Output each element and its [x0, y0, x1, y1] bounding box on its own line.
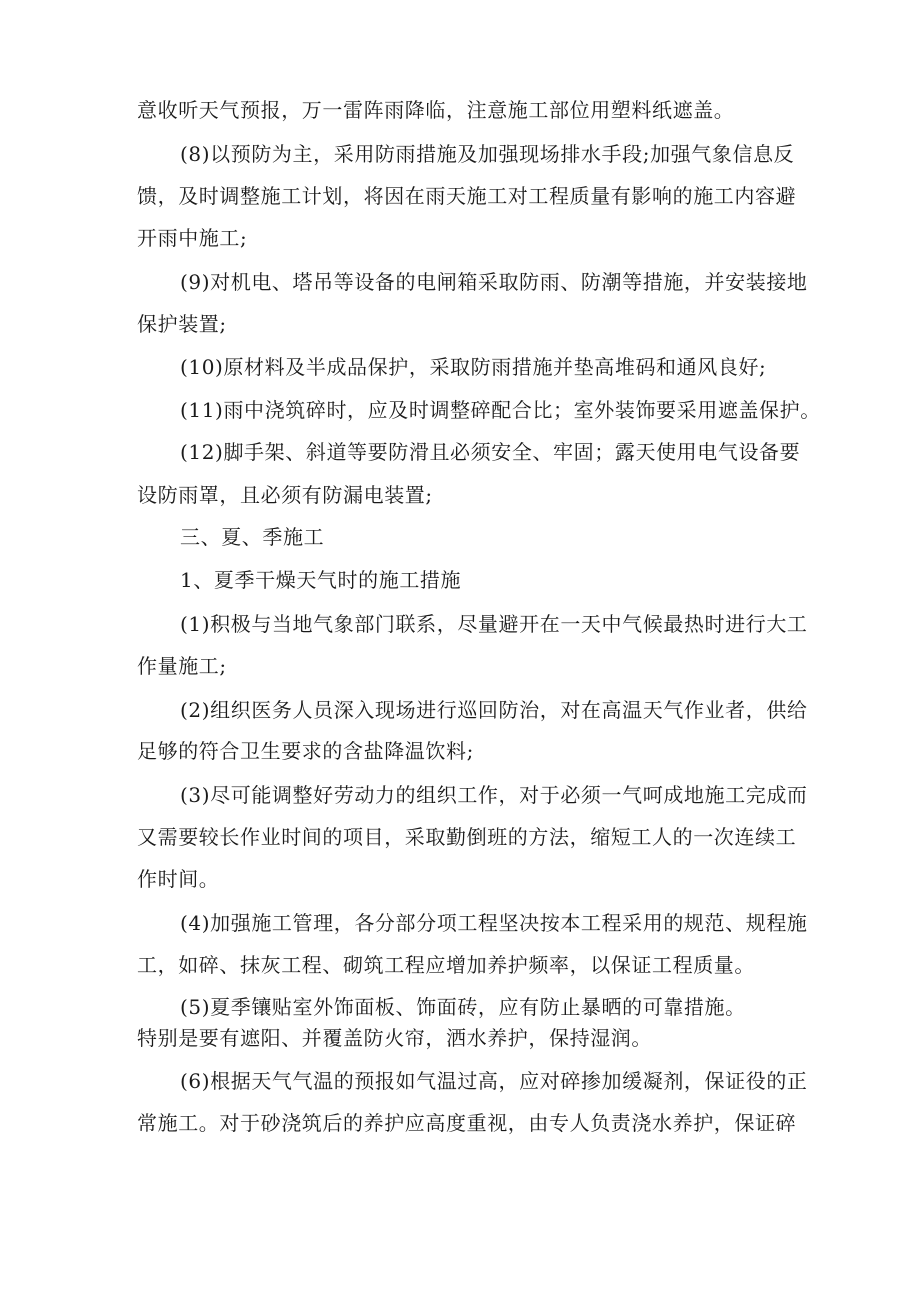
subsection-heading: 1、夏季干燥天气时的施工措施	[180, 568, 462, 592]
text-line: (6)根据天气气温的预报如气温过高，应对碎掺加缓凝剂，保证役的正	[180, 1069, 808, 1093]
text-line: 足够的符合卫生要求的含盐降温饮料;	[137, 739, 474, 763]
text-line: 常施工。对于砂浇筑后的养护应高度重视，由专人负责浇水养护，保证碎	[137, 1111, 797, 1135]
text-line: 保护装置;	[137, 312, 227, 336]
text-line: (4)加强施工管理，各分部分项工程坚决按本工程采用的规范、规程施	[180, 911, 808, 935]
text-line: 馈，及时调整施工计划，将因在雨天施工对工程质量有影响的施工内容避	[137, 184, 797, 208]
text-line: 作量施工;	[137, 654, 227, 678]
text-line: 工，如碎、抹灰工程、砌筑工程应增加养护频率，以保证工程质量。	[137, 953, 755, 977]
text-line: (2)组织医务人员深入现场进行巡回防治，对在高温天气作业者，供给	[180, 698, 808, 722]
text-line: (8)以预防为主，采用防雨措施及加强现场排水手段;加强气象信息反	[180, 142, 795, 166]
text-line: 特别是要有遮阳、并覆盖防火帘，洒水养护，保持湿润。	[137, 1026, 652, 1050]
text-line: 作时间。	[137, 867, 220, 891]
section-heading: 三、夏、季施工	[180, 525, 325, 549]
text-line: (10)原材料及半成品保护，采取防雨措施并垫高堆码和通风良好;	[180, 355, 767, 379]
text-line: 设防雨罩，且必须有防漏电装置;	[137, 483, 433, 507]
text-line: 意收听天气预报，万一雷阵雨降临，注意施工部位用塑料纸遮盖。	[137, 98, 735, 122]
text-line: 开雨中施工;	[137, 226, 248, 250]
text-line: (5)夏季镶贴室外饰面板、饰面砖，应有防止暴晒的可靠措施。	[180, 995, 746, 1019]
text-line: (11)雨中浇筑碎时，应及时调整碎配合比；室外装饰要采用遮盖保护。	[180, 398, 821, 422]
text-line: 又需要较长作业时间的项目，采取勤倒班的方法，缩短工人的一次连续工	[137, 825, 797, 849]
text-line: (9)对机电、塔吊等设备的电闸箱采取防雨、防潮等措施，并安装接地	[180, 270, 808, 294]
text-line: (1)积极与当地气象部门联系，尽量避开在一天中气候最热时进行大工	[180, 612, 808, 636]
text-line: (3)尽可能调整好劳动力的组织工作，对于必须一气呵成地施工完成而	[180, 783, 808, 807]
text-line: (12)脚手架、斜道等要防滑且必须安全、牢固；露天使用电气设备要	[180, 440, 801, 464]
